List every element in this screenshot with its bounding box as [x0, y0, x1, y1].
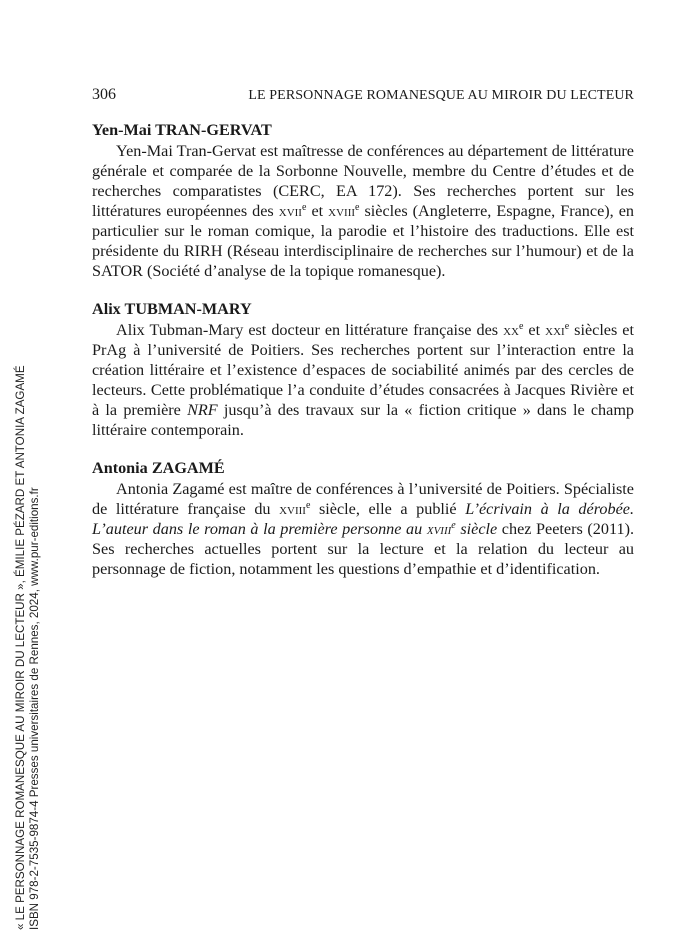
bio-tubman-mary	[92, 299, 634, 440]
side-copyright-credit	[14, 290, 42, 930]
page-number: 306	[92, 86, 116, 103]
bio-zagame	[92, 458, 634, 579]
side-credit-title: « LE PERSONNAGE ROMANESQUE AU MIROIR DU LECTEUR », ÉMILIE PÉZARD ET ANTONIA ZAGAMÉ	[14, 365, 27, 930]
author-name: Antonia ZAGAMÉ	[92, 459, 225, 477]
side-credit-isbn: ISBN 978-2-7535-9874-4 Presses universitaires de Rennes, 2024, www.pur-editions.fr	[28, 487, 41, 930]
author-bio: Alix Tubman-Mary est docteur en littérature française des $xx^e$ et xxi$^e$ siècles et PrAg à l’université de Poitiers. Ses recherches portent sur l’interaction entre la création littéraire et l’existence d’espaces de sociabilité animés par des cercles de lecteurs. Cette problématique l’a conduite d’études consacrées à Jacques Rivière et à la première NRF jusqu’à des travaux sur la « fiction critique » dans le champ littéraire contemporain.	[92, 321, 635, 439]
author-name: Alix TUBMAN-MARY	[92, 300, 252, 318]
author-bio: Yen-Mai Tran-Gervat est maîtresse de conférences au département de littérature générale et comparée de la Sorbonne Nouvelle, membre du Centre d’études et de recherches comparatistes (CERC, EA 172). Ses recherches portent sur les littératures européennes des xvii$^e$ et xviii$^e$ siècles (Angleterre, Espagne, France), en particulier sur le roman comique, la parodie et l’histoire des traductions. Elle est présidente du RIRH (Réseau interdisciplinaire de recherches sur l’humour) et de la SATOR (Société d’analyse de la topique romanesque).	[92, 142, 634, 280]
author-bio: Antonia Zagamé est maître de conférences à l’université de Poitiers. Spécialiste de littérature française du xviii$^e$ siècle, elle a publié L’écrivain à la dérobée. L’auteur dans le roman à la première personne au xviii$^e$ siècle chez Peeters (2011). Ses recherches actuelles portent sur la lecture et la relation du lecteur au personnage de fiction, notamment les questions d’empathie et d’identification.	[92, 480, 635, 578]
contributors-list	[92, 120, 634, 597]
running-title: LE PERSONNAGE ROMANESQUE AU MIROIR DU LECTEUR	[248, 88, 634, 103]
bio-tran-gervat	[92, 120, 634, 281]
author-name: Yen-Mai TRAN-GERVAT	[92, 121, 272, 139]
